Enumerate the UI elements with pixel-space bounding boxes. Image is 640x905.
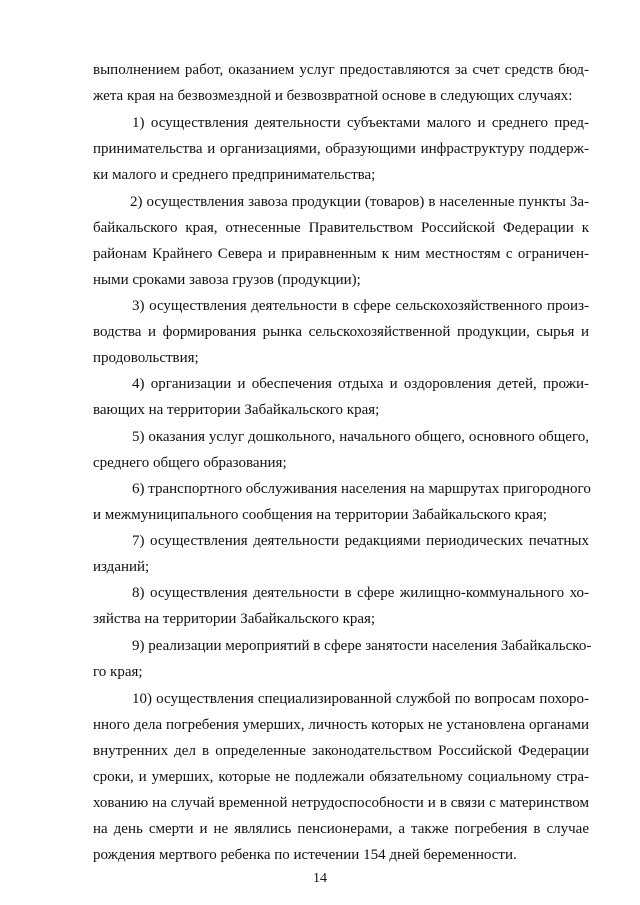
text-line: внутренних дел в определенные законодательством Российской Федерации bbox=[93, 743, 589, 759]
text-line: на день смерти и не являлись пенсионерами, а также погребения в случае bbox=[93, 821, 589, 837]
text-line: и межмуниципального сообщения на территории Забайкальского края; bbox=[93, 507, 548, 523]
text-line: выполнением работ, оказанием услуг предоставляются за счет средств бюд- bbox=[93, 62, 589, 78]
text-line: жета края на безвозмездной и безвозвратной основе в следующих случаях: bbox=[93, 88, 573, 104]
text-line: рождения мертвого ребенка по истечении 154 дней беременности. bbox=[93, 847, 517, 863]
text-line: 7) осуществления деятельности редакциями периодических печатных bbox=[132, 533, 589, 549]
text-line: зяйства на территории Забайкальского края; bbox=[93, 611, 376, 627]
text-line: 5) оказания услуг дошкольного, начального общего, основного общего, bbox=[132, 429, 589, 445]
text-line: среднего общего образования; bbox=[93, 455, 287, 471]
text-line: водства и формирования рынка сельскохозяйственной продукции, сырья и bbox=[93, 324, 589, 340]
page-number: 14 bbox=[313, 871, 327, 886]
text-line: 8) осуществления деятельности в сфере жилищно-коммунального хо- bbox=[132, 585, 589, 601]
text-line: 6) транспортного обслуживания населения на маршрутах пригородного bbox=[132, 481, 591, 497]
text-line: ными сроками завоза грузов (продукции); bbox=[93, 272, 361, 288]
text-line: принимательства и организациями, образующими инфраструктуру поддерж- bbox=[93, 141, 589, 157]
text-line: 9) реализации мероприятий в сфере занятости населения Забайкальско- bbox=[132, 638, 592, 654]
text-line: хованию на случай временной нетрудоспособности и в связи с материнством bbox=[93, 795, 589, 811]
text-line: вающих на территории Забайкальского края; bbox=[93, 402, 380, 418]
text-line: го края; bbox=[93, 664, 143, 680]
text-line: нного дела погребения умерших, личность которых не установлена органами bbox=[93, 717, 589, 733]
text-line: районам Крайнего Севера и приравненным к ним местностям с ограничен- bbox=[93, 246, 589, 262]
text-line: 3) осуществления деятельности в сфере сельскохозяйственного произ- bbox=[132, 298, 589, 314]
text-line: ки малого и среднего предпринимательства; bbox=[93, 167, 376, 183]
text-line: сроки, и умерших, которые не подлежали обязательному социальному стра- bbox=[93, 769, 589, 785]
text-line: 10) осуществления специализированной службой по вопросам похоро- bbox=[132, 691, 589, 707]
text-line: изданий; bbox=[93, 559, 150, 575]
text-line: 1) осуществления деятельности субъектами малого и среднего пред- bbox=[132, 115, 589, 131]
text-line: байкальского края, отнесенные Правительством Российской Федерации к bbox=[93, 220, 589, 236]
text-line: продовольствия; bbox=[93, 350, 199, 366]
text-line: 4) организации и обеспечения отдыха и оздоровления детей, прожи- bbox=[132, 376, 589, 392]
text-line: 2) осуществления завоза продукции (товаров) в населенные пункты За- bbox=[130, 194, 589, 210]
